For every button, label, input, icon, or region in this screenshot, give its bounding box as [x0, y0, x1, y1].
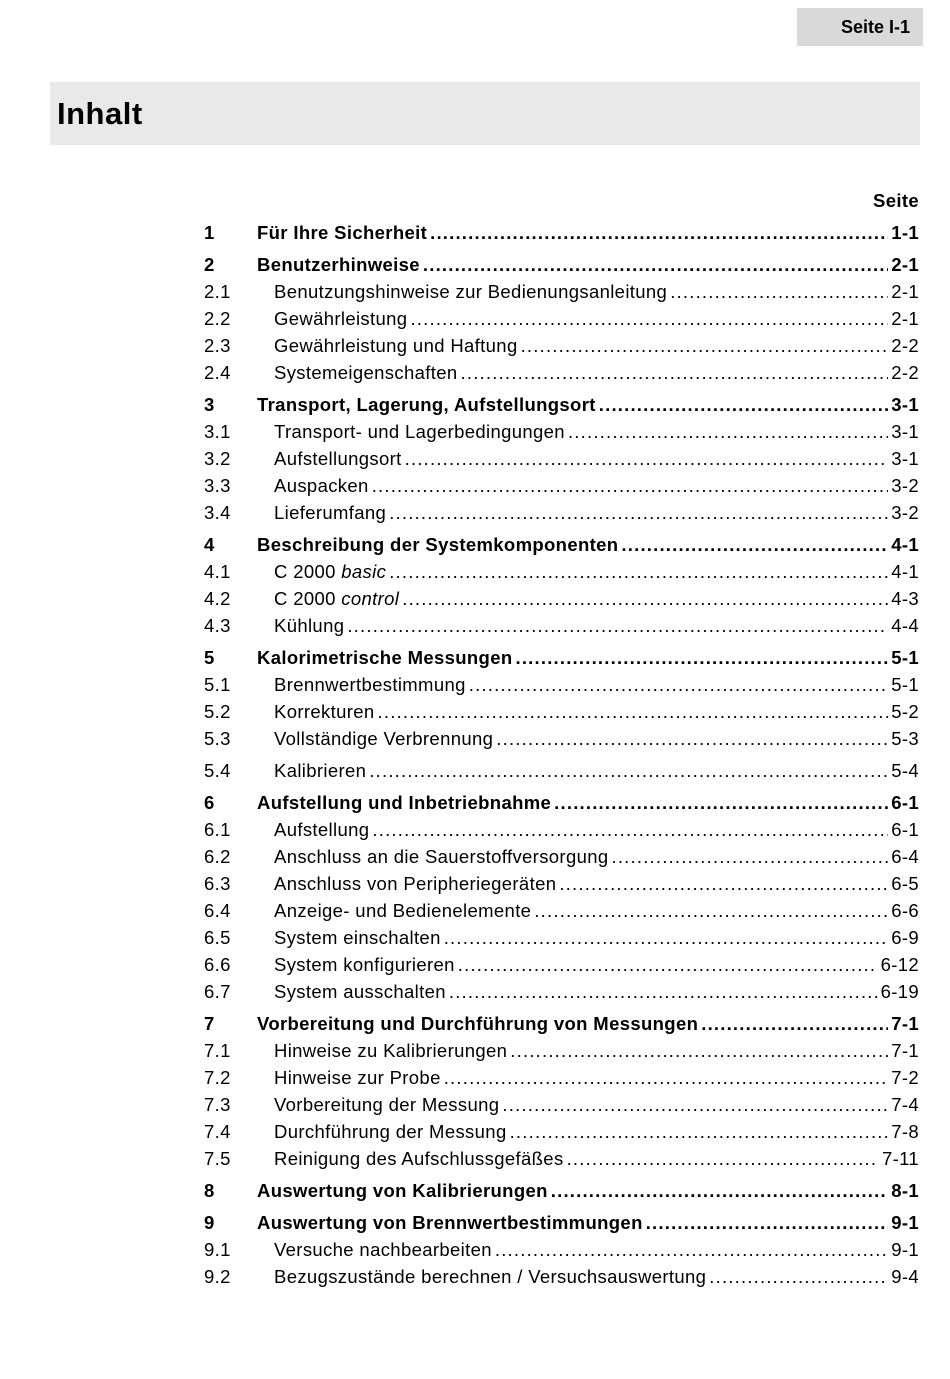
- toc-entry-number: 6.5: [204, 927, 231, 948]
- toc-dot-leader: [551, 1177, 888, 1204]
- toc-dot-leader: [534, 897, 888, 924]
- toc-section-entry[interactable]: [204, 1064, 919, 1091]
- toc-entry-page: 6-6: [891, 900, 919, 921]
- toc-dot-leader: [612, 843, 889, 870]
- toc-entry-title-text: Anschluss von Peripheriegeräten: [274, 873, 557, 894]
- toc-entry-title: [274, 1145, 564, 1172]
- toc-entry-title-text: Gewährleistung: [274, 308, 408, 329]
- toc-chapter-entry[interactable]: [204, 1209, 919, 1236]
- toc-section-entry[interactable]: [204, 1118, 919, 1145]
- toc-entry-page: 5-3: [891, 728, 919, 749]
- toc-entry-number: 6.2: [204, 846, 231, 867]
- toc-entry-page: 6-4: [891, 846, 919, 867]
- toc-entry-page: 2-2: [891, 362, 919, 383]
- toc-entry-title-text: Benutzungshinweise zur Bedienungsanleitung: [274, 281, 668, 302]
- toc-entry-title: [274, 1091, 499, 1118]
- toc-entry-title-text: Auswertung von Brennwertbestimmungen: [257, 1212, 643, 1233]
- toc-entry-page: 6-1: [891, 819, 919, 840]
- toc-entry-title-text: Aufstellungsort: [274, 448, 402, 469]
- toc-section-entry[interactable]: [204, 870, 919, 897]
- toc-entry-title: [257, 644, 513, 671]
- toc-entry-page: 6-12: [880, 954, 919, 975]
- toc-dot-leader: [405, 445, 889, 472]
- toc-section-entry[interactable]: [204, 951, 919, 978]
- toc-entry-page: 3-2: [891, 502, 919, 523]
- toc-entry-number: 6.4: [204, 900, 231, 921]
- toc-entry-number: 3.3: [204, 475, 231, 496]
- toc-section-entry[interactable]: [204, 671, 919, 698]
- toc-entry-page: 2-2: [891, 335, 919, 356]
- toc-entry-number: 6: [204, 792, 215, 813]
- toc-entry-page: 3-2: [891, 475, 919, 496]
- toc-section-entry[interactable]: [204, 332, 919, 359]
- toc-entry-title: [274, 359, 458, 386]
- toc-entry-title: [257, 1209, 643, 1236]
- toc-entry-number: 9: [204, 1212, 215, 1233]
- toc-dot-leader: [369, 757, 888, 784]
- toc-dot-leader: [502, 1091, 888, 1118]
- toc-entry-title-text: Vollständige Verbrennung: [274, 728, 494, 749]
- toc-dot-leader: [670, 278, 888, 305]
- toc-section-entry[interactable]: [204, 843, 919, 870]
- toc-entry-title-text: Bezugszustände berechnen / Versuchsauswertung: [274, 1266, 707, 1287]
- toc-entry-page: 5-1: [891, 647, 919, 668]
- toc-dot-leader: [554, 789, 888, 816]
- toc-dot-leader: [458, 951, 878, 978]
- toc-entry-page: 5-2: [891, 701, 919, 722]
- toc-entry-number: 9.1: [204, 1239, 231, 1260]
- toc-entry-title: [257, 1177, 548, 1204]
- toc-dot-leader: [430, 219, 888, 246]
- toc-entry-number: 6.6: [204, 954, 231, 975]
- toc-entry-title: [274, 1236, 492, 1263]
- toc-section-entry[interactable]: [204, 1263, 919, 1290]
- toc-chapter-entry[interactable]: [204, 1010, 919, 1037]
- toc-entry-title-text: Aufstellung: [274, 819, 370, 840]
- toc-entry-number: 2.1: [204, 281, 231, 302]
- toc-dot-leader: [372, 472, 889, 499]
- toc-dot-leader: [709, 1263, 888, 1290]
- toc-entry-page: 3-1: [891, 448, 919, 469]
- toc-entry-page: 7-8: [891, 1121, 919, 1142]
- toc-entry-page: 5-4: [891, 760, 919, 781]
- toc-entry-title-text: Kalibrieren: [274, 760, 367, 781]
- toc-entry-number: 2.4: [204, 362, 231, 383]
- toc-dot-leader: [646, 1209, 888, 1236]
- toc-entry-title-text: System ausschalten: [274, 981, 446, 1002]
- toc-entry-title: [274, 725, 493, 752]
- toc-entry-title-text: Transport- und Lagerbedingungen: [274, 421, 565, 442]
- toc-section-entry[interactable]: [204, 359, 919, 386]
- toc-entry-page: 6-5: [891, 873, 919, 894]
- toc-dot-leader: [444, 924, 888, 951]
- toc-entry-number: 7.2: [204, 1067, 231, 1088]
- toc-entry-title: [274, 1064, 441, 1091]
- toc-entry-page: 9-1: [891, 1239, 919, 1260]
- toc-dot-leader: [621, 531, 888, 558]
- toc-dot-leader: [516, 644, 889, 671]
- toc-section-entry[interactable]: [204, 612, 919, 639]
- toc-entry-title-text: Anzeige- und Bedienelemente: [274, 900, 532, 921]
- toc-entry-title: [274, 951, 455, 978]
- toc-entry-title-text: Vorbereitung der Messung: [274, 1094, 500, 1115]
- toc-entry-page: 5-1: [891, 674, 919, 695]
- toc-entry-title: [274, 585, 399, 612]
- toc-entry-title: [257, 391, 596, 418]
- toc-entry-title-text: Aufstellung und Inbetriebnahme: [257, 792, 552, 813]
- toc-entry-number: 6.7: [204, 981, 231, 1002]
- toc-entry-number: 3.1: [204, 421, 231, 442]
- toc-section-entry[interactable]: [204, 1091, 919, 1118]
- toc-entry-title-text: C 2000: [274, 588, 342, 609]
- toc-dot-leader: [496, 725, 888, 752]
- toc-dot-leader: [402, 585, 888, 612]
- toc-entry-title-text: Beschreibung der Systemkomponenten: [257, 534, 619, 555]
- toc-dot-leader: [378, 698, 889, 725]
- toc-entry-title: [274, 843, 609, 870]
- toc-entry-title: [274, 757, 366, 784]
- toc-entry-title: [274, 499, 386, 526]
- toc-entry-title-text: Brennwertbestimmung: [274, 674, 466, 695]
- toc-entry-title: [274, 924, 441, 951]
- toc-entry-number: 7: [204, 1013, 215, 1034]
- toc-section-entry[interactable]: [204, 924, 919, 951]
- toc-entry-title: [257, 1010, 698, 1037]
- toc-entry-title: [274, 278, 667, 305]
- toc-entry-title-text: Lieferumfang: [274, 502, 387, 523]
- toc-entry-number: 5: [204, 647, 215, 668]
- toc-entry-title: [274, 472, 369, 499]
- toc-entry-title: [257, 219, 427, 246]
- toc-entry-page: 2-1: [891, 308, 919, 329]
- toc-dot-leader: [567, 1145, 879, 1172]
- toc-entry-title: [274, 978, 446, 1005]
- toc-entry-number: 5.2: [204, 701, 231, 722]
- toc-entry-number: 4.3: [204, 615, 231, 636]
- toc-entry-number: 7.1: [204, 1040, 231, 1061]
- toc-entry-title: [257, 789, 551, 816]
- toc-entry-title: [274, 698, 375, 725]
- toc-dot-leader: [701, 1010, 888, 1037]
- toc-entry-page: 7-2: [891, 1067, 919, 1088]
- toc-dot-leader: [449, 978, 878, 1005]
- toc-section-entry[interactable]: [204, 978, 919, 1005]
- toc-dot-leader: [389, 499, 888, 526]
- toc-entry-title-italic: control: [341, 588, 400, 609]
- toc-entry-number: 7.3: [204, 1094, 231, 1115]
- toc-entry-number: 7.5: [204, 1148, 231, 1169]
- toc-entry-number: 1: [204, 222, 215, 243]
- toc-entry-number: 2: [204, 254, 215, 275]
- toc-entry-title: [274, 1037, 507, 1064]
- toc-entry-number: 5.4: [204, 760, 231, 781]
- toc-dot-leader: [469, 671, 888, 698]
- toc-dot-leader: [495, 1236, 888, 1263]
- toc-entry-title: [274, 671, 466, 698]
- toc-entry-page: 6-9: [891, 927, 919, 948]
- toc-entry-number: 2.3: [204, 335, 231, 356]
- toc-entry-page: 3-1: [891, 421, 919, 442]
- toc-entry-page: 6-19: [880, 981, 919, 1002]
- toc-dot-leader: [510, 1037, 888, 1064]
- toc-entry-title-text: C 2000: [274, 561, 342, 582]
- toc-dot-leader: [410, 305, 888, 332]
- toc-dot-leader: [568, 418, 888, 445]
- toc-section-entry[interactable]: [204, 278, 919, 305]
- toc-section-entry[interactable]: [204, 757, 919, 784]
- toc-dot-leader: [423, 251, 888, 278]
- toc-section-entry[interactable]: [204, 558, 919, 585]
- toc-entry-title: [274, 558, 386, 585]
- toc-section-entry[interactable]: [204, 585, 919, 612]
- toc-entry-title: [274, 1263, 706, 1290]
- toc-entry-page: 1-1: [891, 222, 919, 243]
- page-column-label: Seite: [873, 190, 919, 211]
- toc-entry-page: 7-1: [891, 1013, 919, 1034]
- toc-entry-title-text: Für Ihre Sicherheit: [257, 222, 428, 243]
- toc-entry-number: 4.1: [204, 561, 231, 582]
- toc-chapter-entry[interactable]: [204, 531, 919, 558]
- toc-section-entry[interactable]: [204, 499, 919, 526]
- toc-dot-leader: [372, 816, 888, 843]
- toc-section-entry[interactable]: [204, 725, 919, 752]
- toc-entry-title-text: System einschalten: [274, 927, 441, 948]
- page-number-text: Seite I-1: [840, 16, 910, 37]
- toc-entry-title-text: Auswertung von Kalibrierungen: [257, 1180, 548, 1201]
- title-bar: [50, 82, 920, 145]
- toc-chapter-entry[interactable]: [204, 1177, 919, 1204]
- toc-section-entry[interactable]: [204, 1145, 919, 1172]
- toc-entry-title-text: Kalorimetrische Messungen: [257, 647, 513, 668]
- toc-entry-title: [274, 1118, 507, 1145]
- toc-entry-title-text: System konfigurieren: [274, 954, 455, 975]
- toc-dot-leader: [521, 332, 889, 359]
- toc-section-entry[interactable]: [204, 1037, 919, 1064]
- toc-dot-leader: [599, 391, 888, 418]
- toc-section-entry[interactable]: [204, 1236, 919, 1263]
- toc-entry-page: 8-1: [891, 1180, 919, 1201]
- toc-entry-page: 9-1: [891, 1212, 919, 1233]
- toc-section-entry[interactable]: [204, 418, 919, 445]
- toc-section-entry[interactable]: [204, 816, 919, 843]
- toc-entry-title-text: Auspacken: [274, 475, 369, 496]
- table-of-contents: [204, 187, 919, 1290]
- toc-entry-number: 2.2: [204, 308, 231, 329]
- toc-entry-title-text: Versuche nachbearbeiten: [274, 1239, 492, 1260]
- toc-entry-number: 8: [204, 1180, 215, 1201]
- toc-entry-number: 5.1: [204, 674, 231, 695]
- toc-section-entry[interactable]: [204, 698, 919, 725]
- toc-entry-title-text: Benutzerhinweise: [257, 254, 420, 275]
- toc-entry-number: 4.2: [204, 588, 231, 609]
- toc-entry-number: 6.1: [204, 819, 231, 840]
- toc-entry-number: 9.2: [204, 1266, 231, 1287]
- toc-section-entry[interactable]: [204, 445, 919, 472]
- toc-entry-page: 4-1: [891, 534, 919, 555]
- toc-entry-title: [274, 305, 407, 332]
- toc-entry-title-text: Systemeigenschaften: [274, 362, 458, 383]
- toc-section-entry[interactable]: [204, 897, 919, 924]
- toc-entry-title-text: Vorbereitung und Durchführung von Messungen: [257, 1013, 699, 1034]
- toc-entry-title: [274, 332, 518, 359]
- toc-chapter-entry[interactable]: [204, 391, 919, 418]
- toc-chapter-entry[interactable]: [204, 644, 919, 671]
- toc-entry-title-text: Durchführung der Messung: [274, 1121, 507, 1142]
- toc-entry-title: [274, 445, 402, 472]
- toc-dot-leader: [461, 359, 889, 386]
- page-title: Inhalt: [57, 95, 143, 131]
- toc-entry-title: [257, 531, 618, 558]
- page-number-badge: [797, 8, 923, 46]
- toc-section-entry[interactable]: [204, 305, 919, 332]
- toc-entry-page: 2-1: [891, 281, 919, 302]
- toc-entry-page: 2-1: [891, 254, 919, 275]
- toc-entry-page: 4-1: [891, 561, 919, 582]
- toc-entry-title-text: Transport, Lagerung, Aufstellungsort: [257, 394, 596, 415]
- toc-entry-page: 4-4: [891, 615, 919, 636]
- toc-entry-title-text: Gewährleistung und Haftung: [274, 335, 518, 356]
- toc-entry-title: [274, 816, 369, 843]
- toc-entry-number: 6.3: [204, 873, 231, 894]
- toc-entry-number: 5.3: [204, 728, 231, 749]
- toc-entry-number: 3.2: [204, 448, 231, 469]
- toc-entry-title-text: Reinigung des Aufschlussgefäßes: [274, 1148, 564, 1169]
- toc-entry-title-italic: basic: [341, 561, 387, 582]
- toc-entry-page: 9-4: [891, 1266, 919, 1287]
- toc-dot-leader: [389, 558, 888, 585]
- toc-chapter-entry[interactable]: [204, 219, 919, 246]
- toc-entry-title: [274, 897, 531, 924]
- toc-entry-title-text: Kühlung: [274, 615, 345, 636]
- toc-section-entry[interactable]: [204, 472, 919, 499]
- toc-entry-title-text: Hinweise zur Probe: [274, 1067, 441, 1088]
- toc-dot-leader: [559, 870, 888, 897]
- toc-entry-page: 7-4: [891, 1094, 919, 1115]
- toc-entry-page: 6-1: [891, 792, 919, 813]
- toc-entry-title: [274, 418, 565, 445]
- toc-entry-title: [274, 870, 556, 897]
- toc-entry-page: 7-11: [881, 1148, 919, 1169]
- toc-entry-title-text: Anschluss an die Sauerstoffversorgung: [274, 846, 609, 867]
- toc-entry-page: 4-3: [891, 588, 919, 609]
- toc-entry-number: 3: [204, 394, 215, 415]
- toc-chapter-entry[interactable]: [204, 251, 919, 278]
- toc-entry-title: [274, 612, 344, 639]
- toc-entry-number: 3.4: [204, 502, 231, 523]
- toc-entry-page: 3-1: [891, 394, 919, 415]
- toc-entry-number: 7.4: [204, 1121, 231, 1142]
- toc-dot-leader: [444, 1064, 889, 1091]
- toc-entry-title-text: Korrekturen: [274, 701, 375, 722]
- toc-entry-title: [257, 251, 420, 278]
- toc-chapter-entry[interactable]: [204, 789, 919, 816]
- toc-dot-leader: [347, 612, 888, 639]
- toc-dot-leader: [510, 1118, 889, 1145]
- toc-entry-title-text: Hinweise zu Kalibrierungen: [274, 1040, 508, 1061]
- toc-entry-number: 4: [204, 534, 215, 555]
- toc-entry-page: 7-1: [891, 1040, 919, 1061]
